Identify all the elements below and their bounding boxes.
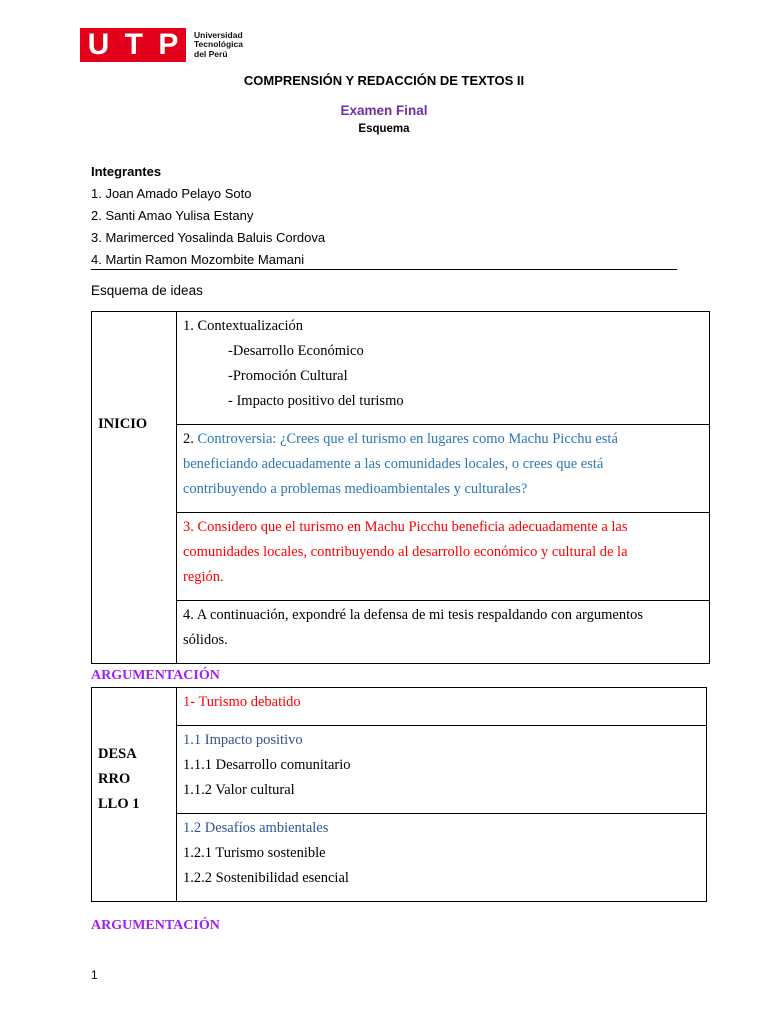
desarrollo-label-line: RRO — [98, 771, 131, 787]
table-row-divider — [176, 512, 710, 513]
controversy-line: beneficiando adecuadamente a las comunidades locales, o crees que está — [183, 456, 604, 472]
desarrollo-label-line: DESA — [98, 746, 137, 762]
section-title: 1.1 Impacto positivo — [183, 732, 303, 748]
divider-line — [91, 269, 677, 270]
section-heading-argumentacion: ARGUMENTACIÓN — [91, 918, 220, 933]
document-subtitle: Esquema — [358, 123, 410, 135]
thesis-line: región. — [183, 569, 224, 585]
transition-line: sólidos. — [183, 632, 228, 648]
members-heading: Integrantes — [91, 164, 162, 179]
inicio-label: INICIO — [98, 416, 148, 432]
logo-letter-p: P — [158, 28, 179, 61]
scheme-label: Esquema de ideas — [91, 283, 203, 298]
section-item: 1.1.2 Valor cultural — [183, 782, 295, 798]
table-row-divider — [176, 600, 710, 601]
table-column-divider — [176, 687, 177, 902]
member-item: 2. Santi Amao Yulisa Estany — [91, 208, 254, 223]
exam-title: Examen Final — [340, 103, 428, 118]
table-row-divider — [176, 813, 707, 814]
member-item: 1. Joan Amado Pelayo Soto — [91, 186, 252, 201]
thesis-line: 3. Considero que el turismo en Machu Picchu beneficia adecuadamente a las — [183, 519, 628, 535]
logo-line: Universidad — [194, 29, 243, 40]
table-row-divider — [176, 424, 710, 425]
course-title: COMPRENSIÓN Y REDACCIÓN DE TEXTOS II — [243, 73, 525, 88]
controversy-line: Controversia: ¿Crees que el turismo en lugares como Machu Picchu está — [197, 431, 618, 447]
section-item: 1.2.2 Sostenibilidad esencial — [183, 870, 349, 886]
section-title: 1.2 Desafíos ambientales — [183, 820, 329, 836]
transition-block — [183, 603, 703, 653]
desarrollo-label-line: LLO 1 — [98, 796, 140, 812]
controversy-line: contribuyendo a problemas medioambientales y culturales? — [183, 481, 528, 497]
utp-logo — [80, 28, 243, 62]
logo-line: Tecnológica — [194, 39, 243, 50]
table-row-divider — [176, 725, 707, 726]
context-title: 1. Contextualización — [183, 318, 303, 334]
context-item: - Impacto positivo del turismo — [228, 393, 404, 409]
member-item: 3. Marimerced Yosalinda Baluis Cordova — [91, 230, 326, 245]
section-item: 1.2.1 Turismo sostenible — [183, 845, 326, 861]
section-heading-argumentacion: ARGUMENTACIÓN — [91, 668, 220, 683]
member-item: 4. Martin Ramon Mozombite Mamani — [91, 252, 305, 267]
logo-letter-u: U — [87, 28, 110, 61]
controversy-block — [183, 427, 703, 502]
topic-title: 1- Turismo debatido — [183, 694, 301, 710]
thesis-block — [183, 515, 703, 590]
section-1 — [183, 728, 351, 803]
transition-line: 4. A continuación, expondré la defensa de mi tesis respaldando con argumentos — [183, 607, 643, 623]
page-number: 1 — [91, 968, 98, 982]
logo-mark — [80, 28, 186, 62]
logo-letter-t: T — [124, 28, 143, 61]
logo-line: del Perú — [194, 48, 228, 59]
thesis-line: comunidades locales, contribuyendo al desarrollo económico y cultural de la — [183, 544, 628, 560]
table-column-divider — [176, 311, 177, 664]
logo-wordmark — [194, 31, 243, 60]
desarrollo-label — [98, 742, 140, 817]
controversy-prefix: 2. — [183, 431, 198, 447]
context-item: -Promoción Cultural — [228, 368, 348, 384]
section-2 — [183, 816, 349, 891]
section-item: 1.1.1 Desarrollo comunitario — [183, 757, 351, 773]
context-item: -Desarrollo Económico — [228, 343, 364, 359]
